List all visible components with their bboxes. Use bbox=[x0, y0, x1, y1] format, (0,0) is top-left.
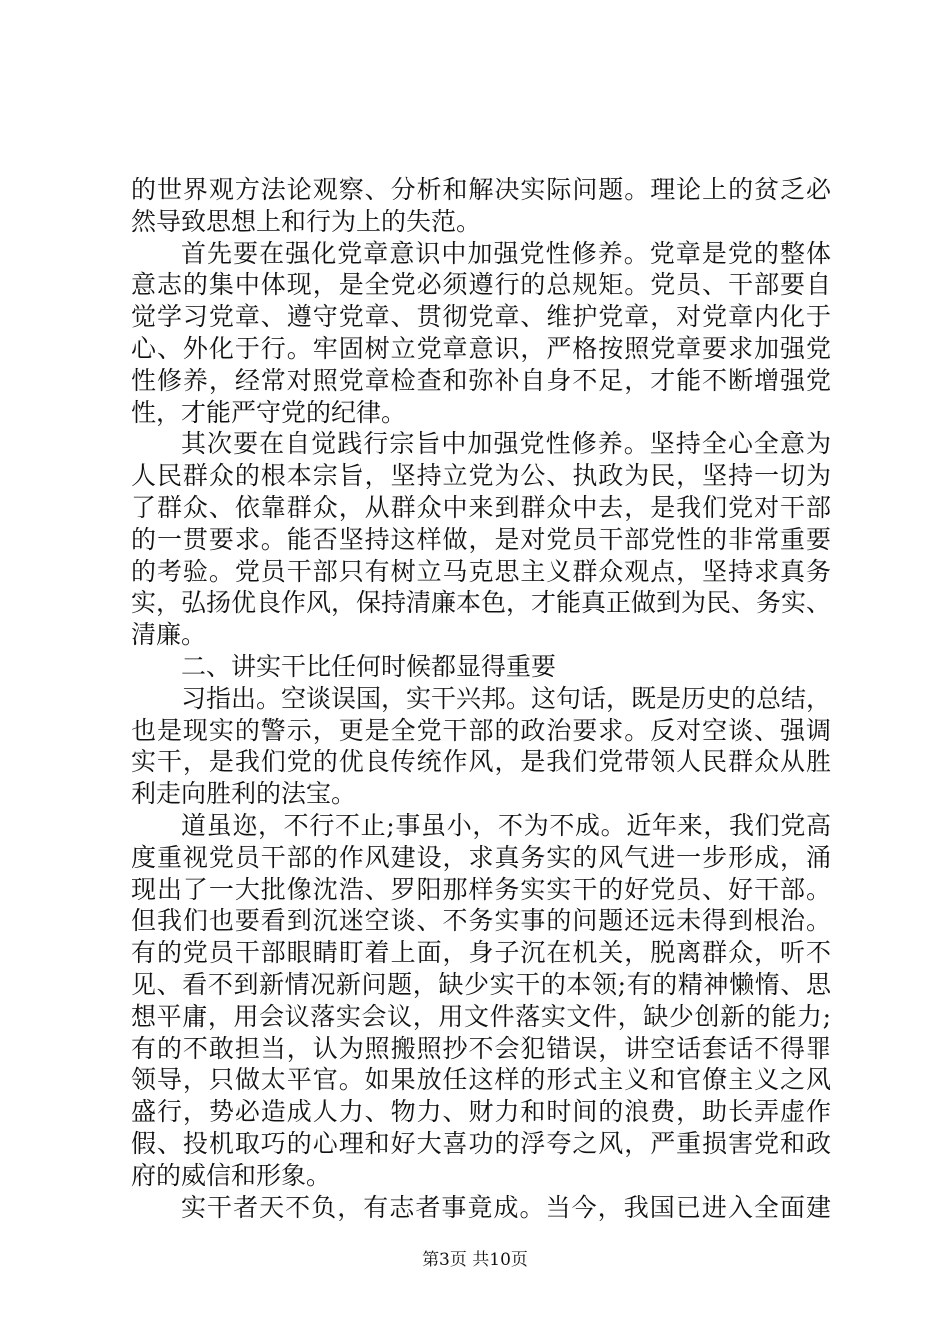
text-line: 的世界观方法论观察、分析和解决实际问题。理论上的贫乏必 bbox=[131, 175, 831, 204]
text-line: 实干，是我们党的优良传统作风，是我们党带领人民群众从胜 bbox=[131, 747, 831, 777]
text-line: 然导致思想上和行为上的失范。 bbox=[131, 206, 482, 236]
text-line: 实，弘扬优良作风，保持清廉本色，才能真正做到为民、务实、 bbox=[131, 588, 832, 618]
text-line: 现出了一大批像沈浩、罗阳那样务实实干的好党员、好干部。 bbox=[131, 874, 831, 904]
text-line: 假、投机取巧的心理和好大喜功的浮夸之风，严重损害党和政 bbox=[131, 1128, 831, 1158]
text-line: 也是现实的警示，更是全党干部的政治要求。反对空谈、强调 bbox=[131, 715, 831, 745]
text-line: 觉学习党章、遵守党章、贯彻党章、维护党章，对党章内化于 bbox=[131, 302, 831, 332]
text-line: 见、看不到新情况新问题，缺少实干的本领;有的精神懒惰、思 bbox=[131, 969, 831, 999]
text-line: 道虽迩，不行不止;事虽小，不为不成。近年来，我们党高 bbox=[181, 810, 831, 840]
text-line: 了群众、依靠群众，从群众中来到群众中去，是我们党对干部 bbox=[131, 492, 831, 522]
text-line: 盛行，势必造成人力、物力、财力和时间的浪费，助长弄虚作 bbox=[131, 1097, 831, 1127]
text-line: 府的威信和形象。 bbox=[131, 1160, 332, 1190]
text-line: 人民群众的根本宗旨，坚持立党为公、执政为民，坚持一切为 bbox=[131, 461, 831, 491]
text-line: 的一贯要求。能否坚持这样做，是对党员干部党性的非常重要 bbox=[131, 524, 831, 554]
text-line: 有的党员干部眼睛盯着上面，身子沉在机关，脱离群众，听不 bbox=[131, 938, 831, 968]
text-line: 首先要在强化党章意识中加强党性修养。党章是党的整体 bbox=[181, 238, 831, 268]
text-line: 实干者天不负，有志者事竟成。当今，我国已进入全面建 bbox=[181, 1192, 831, 1222]
text-line: 意志的集中体现，是全党必须遵行的总规矩。党员、干部要自 bbox=[131, 270, 831, 300]
text-line: 有的不敢担当，认为照搬照抄不会犯错误，讲空话套话不得罪 bbox=[131, 1033, 831, 1063]
page-footer: 第3页 共10页 bbox=[422, 1250, 528, 1270]
text-line: 领导，只做太平官。如果放任这样的形式主义和官僚主义之风 bbox=[131, 1065, 831, 1095]
text-line: 其次要在自觉践行宗旨中加强党性修养。坚持全心全意为 bbox=[181, 429, 831, 459]
text-line: 性修养，经常对照党章检查和弥补自身不足，才能不断增强党 bbox=[131, 365, 831, 395]
text-line: 心、外化于行。牢固树立党章意识，严格按照党章要求加强党 bbox=[131, 333, 831, 363]
document-body bbox=[131, 174, 831, 1223]
text-line: 二、讲实干比任何时候都显得重要 bbox=[181, 651, 557, 681]
text-line: 但我们也要看到沉迷空谈、不务实事的问题还远未得到根治。 bbox=[131, 906, 831, 936]
text-line: 利走向胜利的法宝。 bbox=[131, 779, 357, 809]
text-line: 想平庸，用会议落实会议，用文件落实文件，缺少创新的能力; bbox=[131, 1001, 831, 1031]
text-line: 的考验。党员干部只有树立马克思主义群众观点，坚持求真务 bbox=[131, 556, 831, 586]
text-line: 性，才能严守党的纪律。 bbox=[131, 397, 407, 427]
text-line: 清廉。 bbox=[131, 620, 207, 650]
text-line: 习指出。空谈误国，实干兴邦。这句话，既是历史的总结， bbox=[181, 683, 832, 713]
text-line: 度重视党员干部的作风建设，求真务实的风气进一步形成，涌 bbox=[131, 842, 831, 872]
